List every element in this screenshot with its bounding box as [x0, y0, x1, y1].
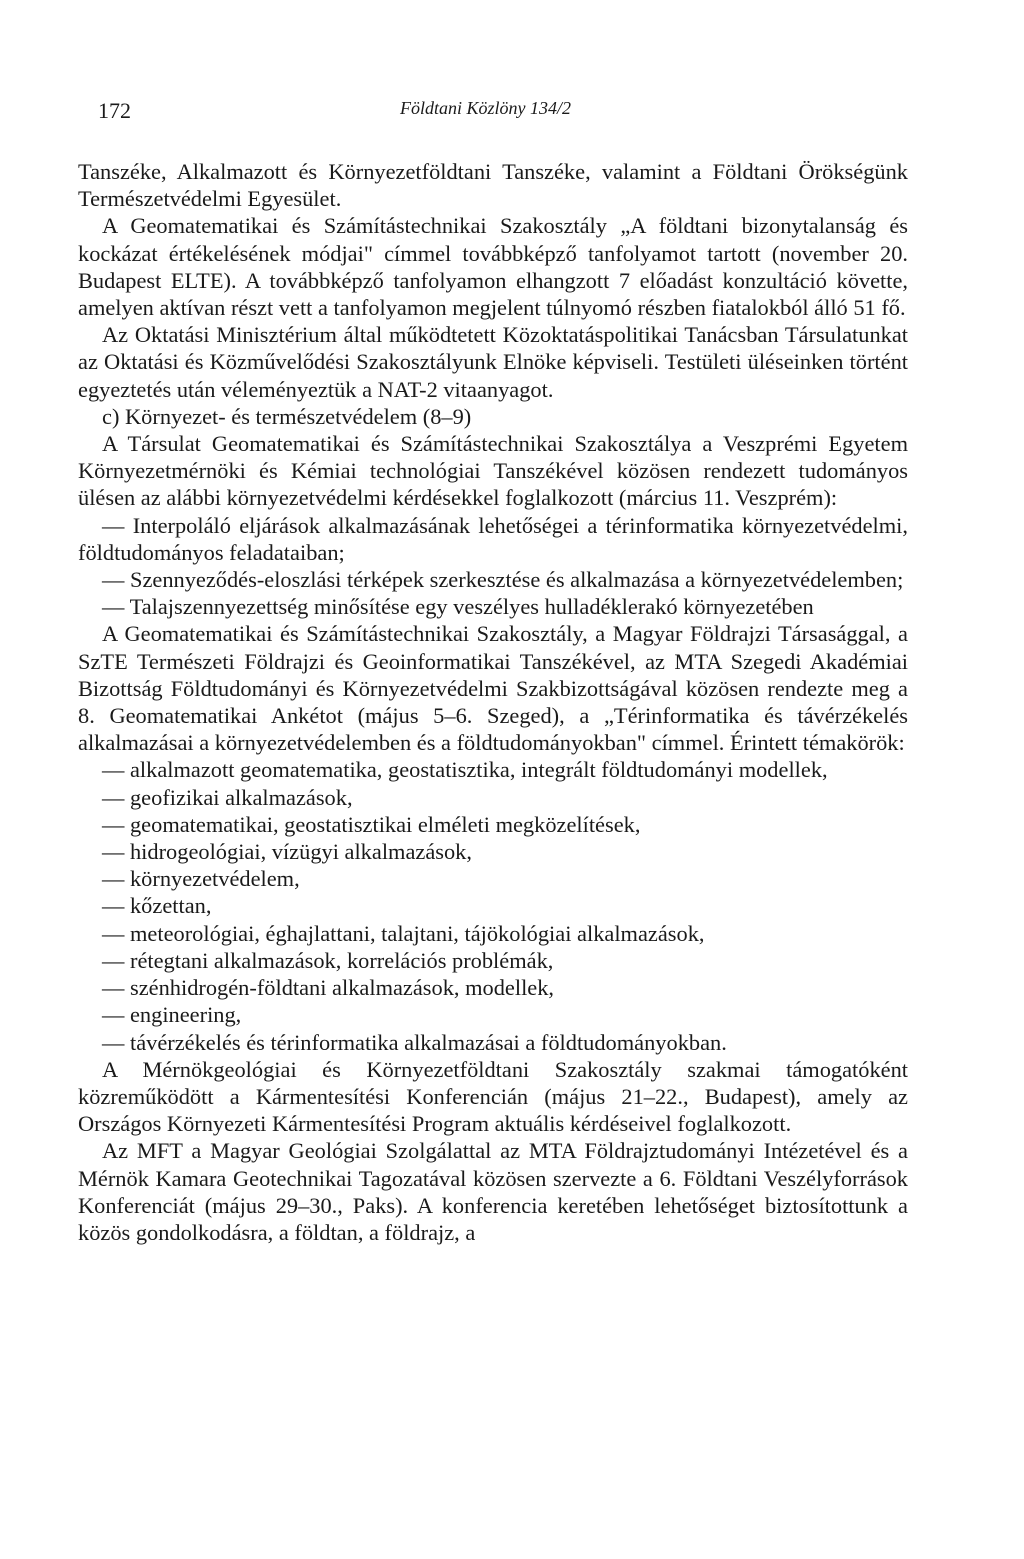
list-item: — Talajszennyezettség minősítése egy veszélyes hulladéklerakó környezetében: [102, 594, 814, 620]
list-item: — hidrogeológiai, vízügyi alkalmazások,: [102, 839, 472, 865]
list-item: — környezetvédelem,: [102, 866, 300, 892]
list-item: — alkalmazott geomatematika, geostatisztika, integrált földtudományi modellek,: [102, 757, 828, 783]
list-item: — kőzettan,: [102, 893, 212, 919]
article-body: [78, 158, 908, 1246]
list-item: — engineering,: [102, 1002, 242, 1028]
paragraph-1: Tanszéke, Alkalmazott és Környezetföldtani Tanszéke, valamint a Földtani Örökségünk Természetvédelmi Egyesület.: [78, 159, 908, 212]
journal-title: Földtani Közlöny 134/2: [400, 98, 571, 118]
paragraph-6: A Mérnökgeológiai és Környezetföldtani Szakosztály szakmai támogatóként közreműködött a Kármentesítési Konferencián (május 21–22., Budapest), amely az Országos Környezeti Kármentesítési Program aktuális kérdéseivel foglalkozott.: [78, 1056, 908, 1137]
list-item: — távérzékelés és térinformatika alkalmazásai a földtudományokban.: [102, 1029, 727, 1055]
list-item: — rétegtani alkalmazások, korrelációs problémák,: [102, 947, 554, 973]
list-item: — Interpoláló eljárások alkalmazásának lehetőségei a térinformatika környezetvédelmi, földtudományos feladataiban;: [78, 512, 908, 565]
paragraph-3: Az Oktatási Minisztérium által működtetett Közoktatáspolitikai Tanácsban Társulatunkat az Oktatási és Közművelődési Szakosztályunk Elnöke képviseli. Testületi üléseinken történt egyeztetés után véleményeztük a NAT-2 vitaanyagot.: [78, 322, 908, 402]
paragraph-5: A Geomatematikai és Számítástechnikai Szakosztály, a Magyar Földrajzi Társasággal, a SzTE Természeti Földrajzi és Geoinformatikai Tanszékével, az MTA Szegedi Akadémiai Bizottság Földtudományi és Környezetvédelmi Szakbizottságával közösen rendezte meg a 8. Geomatematikai Ankétot (május 5–6. Szeged), a „Térinformatika és távérzékelés alkalmazásai a környezetvédelemben és a földtudományokban" címmel. Érintett témakörök:: [78, 621, 908, 756]
paragraph-7: Az MFT a Magyar Geológiai Szolgálattal az MTA Földrajztudományi Intézetével és a Mérnök Kamara Geotechnikai Tagozatával közösen szervezte a 6. Földtani Veszélyforrások Konferenciát (május 29–30., Paks). A konferencia keretében lehetőséget biztosítottunk a közös gondolkodásra, a földtan, a földrajz, a: [78, 1138, 908, 1245]
list-item: — geofizikai alkalmazások,: [102, 784, 353, 810]
list-item: — szénhidrogén-földtani alkalmazások, modellek,: [102, 975, 555, 1001]
list-item: — geomatematikai, geostatisztikai elméleti megközelítések,: [102, 811, 641, 837]
page-number: 172: [98, 98, 131, 123]
paragraph-2: A Geomatematikai és Számítástechnikai Szakosztály „A földtani bizonytalanság és kockázat értékelésének módjai" címmel továbbképző tanfolyamot tartott (november 20. Budapest ELTE). A továbbképző tanfolyamon elhangzott 7 előadást konzultáció követte, amelyen aktívan részt vett a tanfolyamon megjelent túlnyomó részben fiatalokból álló 51 fő.: [78, 213, 908, 321]
section-heading: c) Környezet- és természetvédelem (8–9): [102, 403, 472, 429]
paragraph-4: A Társulat Geomatematikai és Számítástechnikai Szakosztálya a Veszprémi Egyetem Környezetmérnöki és Kémiai technológiai Tanszékével közösen rendezett tudományos ülésen az alábbi környezetvédelmi kérdésekkel foglalkozott (március 11. Veszprém):: [78, 431, 908, 511]
list-item: — Szennyeződés-eloszlási térképek szerkesztése és alkalmazása a környezetvédelemben;: [102, 567, 904, 593]
list-item: — meteorológiai, éghajlattani, talajtani, tájökológiai alkalmazások,: [102, 920, 705, 946]
